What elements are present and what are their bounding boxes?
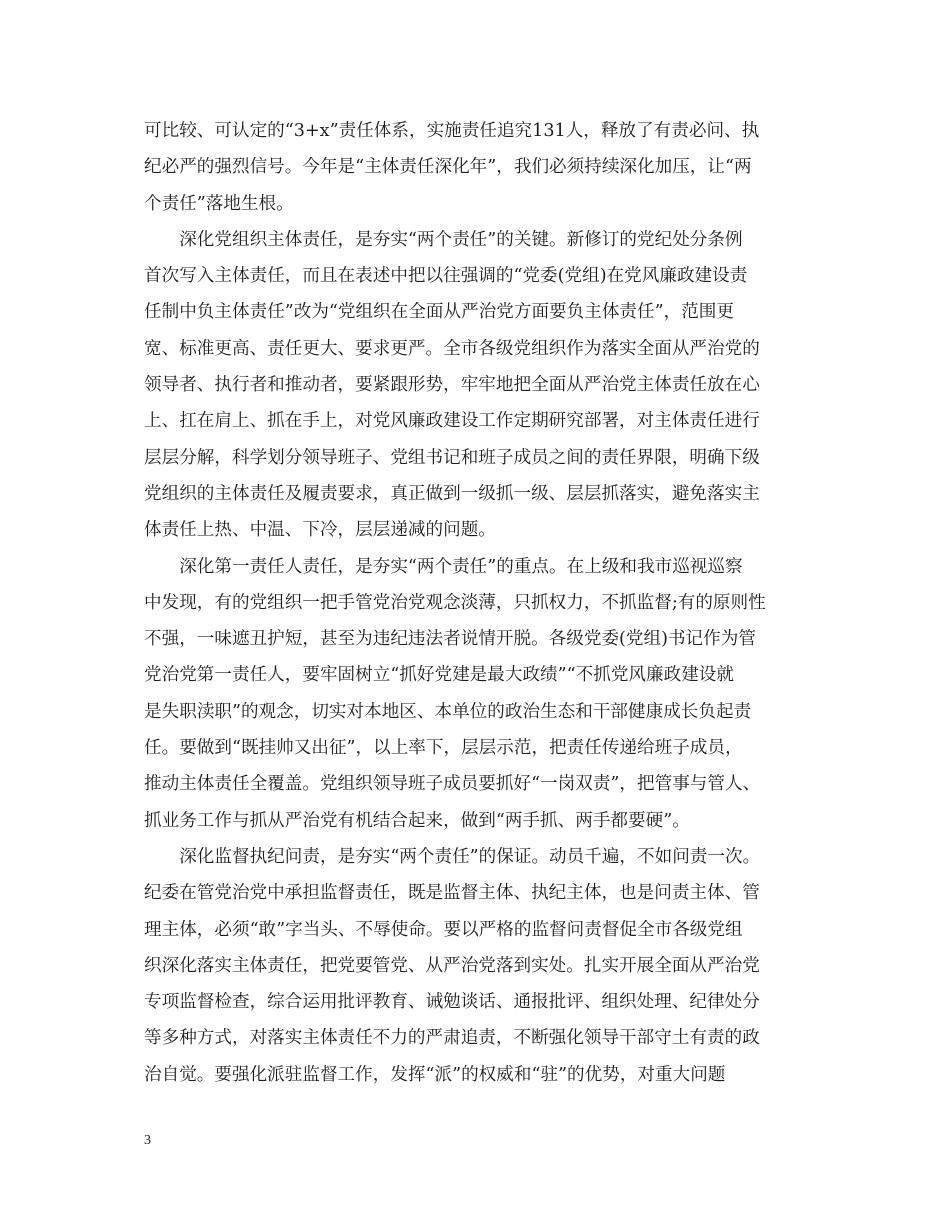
text-line: 任。要做到“既挂帅又出征”，以上率下，层层示范，把责任传递给班子成员， <box>144 738 743 759</box>
text-line: 纪委在管党治党中承担监督责任，既是监督主体、执纪主体，也是问责主体、管 <box>144 883 760 904</box>
text-line: 治自觉。要强化派驻监督工作，发挥“派”的权威和“驻”的优势，对重大问题 <box>144 1064 726 1085</box>
text-line: 上、扛在肩上、抓在手上，对党风廉政建设工作定期研究部署，对主体责任进行 <box>144 411 760 432</box>
text-line: 推动主体责任全覆盖。党组织领导班子成员要抓好“一岗双责”，把管事与管人、 <box>144 774 761 795</box>
text-line: 可比较、可认定的“3+x”责任体系，实施责任追究131人，释放了有责必问、执 <box>144 121 760 141</box>
text-line: 个责任”落地生根。 <box>144 193 294 214</box>
text-line: 不强，一味遮丑护短，甚至为违纪违法者说情开脱。各级党委(党组)书记作为管 <box>144 629 756 650</box>
text-line: 中发现，有的党组织一把手管党治党观念淡薄，只抓权力，不抓监督;有的原则性 <box>144 592 766 613</box>
text-line: 抓业务工作与抓从严治党有机结合起来，做到“两手抓、两手都要硬”。 <box>144 810 690 831</box>
text-line: 纪必严的强烈信号。今年是“主体责任深化年”，我们必须持续深化加压，让“两 <box>144 157 752 178</box>
text-line: 体责任上热、中温、下冷，层层递减的问题。 <box>144 520 496 541</box>
page-number: 3 <box>144 1133 151 1148</box>
text-line: 是失职渎职”的观念，切实对本地区、本单位的政治生态和干部健康成长负起责 <box>144 701 752 722</box>
text-line: 专项监督检查，综合运用批评教育、诫勉谈话、通报批评、组织处理、纪律处分 <box>144 992 760 1013</box>
text-line: 层层分解，科学划分领导班子、党组书记和班子成员之间的责任界限，明确下级 <box>144 447 760 468</box>
text-line: 任制中负主体责任”改为“党组织在全面从严治党方面要负主体责任”，范围更 <box>144 302 734 323</box>
text-line: 深化监督执纪问责，是夯实“两个责任”的保证。动员千遍，不如问责一次。 <box>144 846 761 867</box>
text-line: 织深化落实主体责任，把党要管党、从严治党落到实处。扎实开展全面从严治党 <box>144 955 760 976</box>
text-line: 党治党第一责任人，要牢固树立“抓好党建是最大政绩”“不抓党风廉政建设就 <box>144 665 734 686</box>
text-line: 理主体，必须“敢”字当头、不辱使命。要以严格的监督问责督促全市各级党组 <box>144 919 743 940</box>
body-text <box>144 113 810 1093</box>
text-line: 领导者、执行者和推动者，要紧跟形势，牢牢地把全面从严治党主体责任放在心 <box>144 375 760 396</box>
text-line: 等多种方式，对落实主体责任不力的严肃追责，不断强化领导干部守土有责的政 <box>144 1028 760 1049</box>
text-line: 首次写入主体责任，而且在表述中把以往强调的“党委(党组)在党风廉政建设责 <box>144 266 748 287</box>
text-line: 宽、标准更高、责任更大、要求更严。全市各级党组织作为落实全面从严治党的 <box>144 338 760 359</box>
text-line: 党组织的主体责任及履责要求，真正做到一级抓一级、层层抓落实，避免落实主 <box>144 483 760 504</box>
text-line: 深化党组织主体责任，是夯实“两个责任”的关键。新修订的党纪处分条例 <box>144 229 743 250</box>
text-line: 深化第一责任人责任，是夯实“两个责任”的重点。在上级和我市巡视巡察 <box>144 556 743 577</box>
